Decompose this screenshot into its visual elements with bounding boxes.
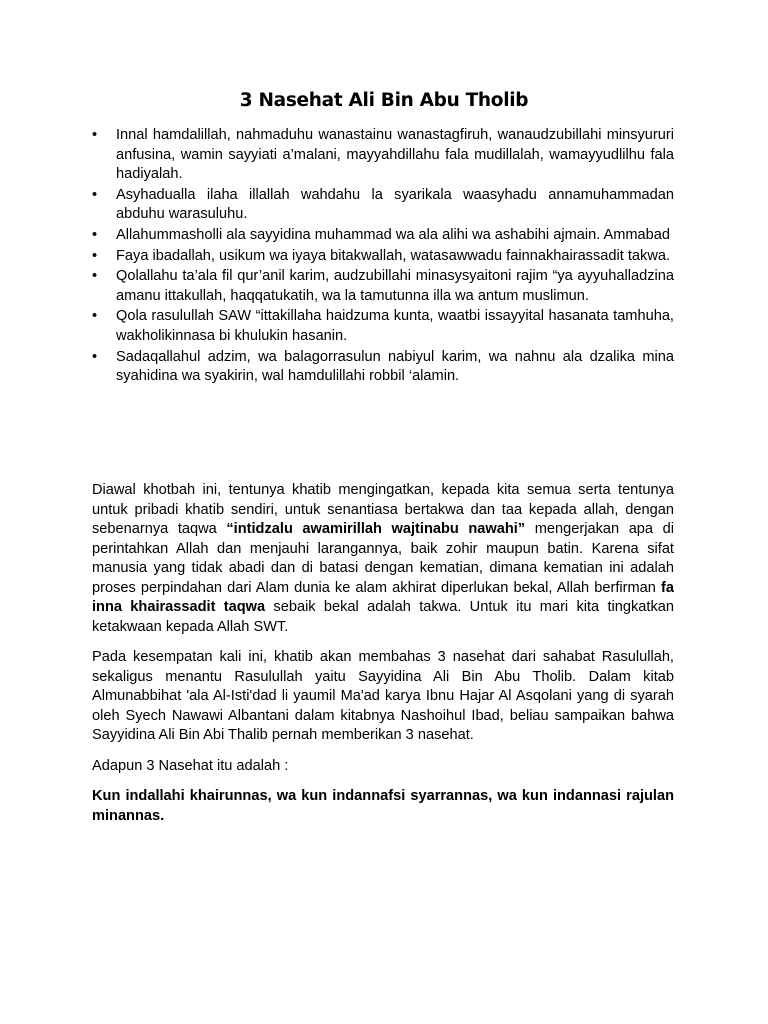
bullet-item: [92, 247, 674, 267]
bullet-item: [92, 267, 674, 306]
body-text: [92, 481, 674, 837]
opening-bullet-list: [92, 126, 674, 388]
bullet-marker: •: [92, 308, 98, 325]
document-title: 3 Nasehat Ali Bin Abu Tholib: [239, 90, 529, 111]
bullet-item: [92, 126, 674, 185]
bullet-marker: •: [92, 226, 98, 243]
bullet-marker: •: [92, 186, 98, 203]
paragraph-context: Pada kesempatan kali ini, khatib akan membahas 3 nasehat dari sahabat Rasulullah, sekaligus menantu Rasulullah yaitu Sayyidina Ali Bin Abu Tholib. Dalam kitab Almunabbihat 'ala Al-Isti'dad li yaumil Ma'ad karya Ibnu Hajar Al Asqolani yang di syarah oleh Syech Nawawi Albantani dalam kitabnya Nashoihul Ibad, beliau sampaikan bahwa Sayyidina Ali Bin Abi Thalib pernah memberikan 3 nasehat.: [92, 649, 674, 743]
bullet-marker: •: [92, 348, 98, 365]
paragraph-intro-part2: mengerjakan apa di perintahkan Allah dan menjauhi larangannya, baik zohir maupun batin. Karena sifat manusia yang tidak abadi dan di batasi dengan kematian, dimana kematian ini adalah proses perpindahan dari Alam dunia ke alam akhirat diperlukan bekal, Allah berfirman: [92, 521, 674, 596]
paragraph-lead-in: Adapun 3 Nasehat itu adalah :: [92, 757, 289, 774]
paragraph-intro-part3: sebaik bekal adalah takwa. Untuk itu mari kita tingkatkan ketakwaan kepada Allah SWT.: [92, 599, 674, 635]
bullet-item: [92, 226, 674, 246]
bullet-text: Sadaqallahul adzim, wa balagorrasulun nabiyul karim, wa nahnu ala dzalika mina syahidina wa syakirin, wal hamdulillahi robbil ‘alamin.: [116, 348, 674, 385]
bullet-marker: •: [92, 127, 98, 143]
paragraph-intro: [92, 481, 674, 637]
bullet-item: [92, 348, 674, 387]
paragraph-intro-part1: Diawal khotbah ini, tentunya khatib mengingatkan, kepada kita semua serta tentunya untuk pribadi khatib sendiri, untuk senantiasa bertakwa dan taa kepada allah, dengan sebenarnya taqwa: [92, 482, 674, 537]
bullet-text: Allahummasholli ala sayyidina muhammad wa ala alihi wa ashabihi ajmain. Ammabad: [116, 226, 671, 243]
bullet-item: [92, 307, 674, 346]
bullet-text: Faya ibadallah, usikum wa iyaya bitakwallah, watasawwadu fainnakhairassadit takwa.: [116, 247, 671, 264]
bullet-marker: •: [92, 268, 98, 285]
paragraph-intro-bold1: “intidzalu awamirillah wajtinabu nawahi”: [226, 521, 526, 537]
bullet-text: Qola rasulullah SAW “ittakillaha haidzuma kunta, waatbi issayyital hasanata tamhuha, wakholikinnasa bi khulukin hasanin.: [116, 308, 674, 344]
bullet-marker: •: [92, 247, 98, 264]
bullet-text: Qolallahu ta’ala fil qur’anil karim, audzubillahi minasysyaitoni rajim “ya ayyuhalladzina amanu ittakullah, haqqatukatih, wa la tamutunna illa wa antum muslimun.: [116, 268, 674, 304]
closing-quote: Kun indallahi khairunnas, wa kun indannafsi syarrannas, wa kun indannasi rajulan minannas.: [92, 788, 674, 824]
bullet-item: [92, 186, 674, 225]
bullet-text: Asyhadualla ilaha illallah wahdahu la syarikala waasyhadu annamuhammadan abduhu warasuluhu.: [116, 186, 674, 223]
bullet-text: Innal hamdalillah, nahmaduhu wanastainu wanastagfiruh, wanaudzubillahi minsyururi anfusina, wamin sayyiati a’malani, mayyahdillahu fala mudillalah, wamayyudlilhu fala hadiyalah.: [116, 127, 674, 183]
paragraph-intro-bold2: fa inna khairassadit taqwa: [92, 579, 674, 615]
